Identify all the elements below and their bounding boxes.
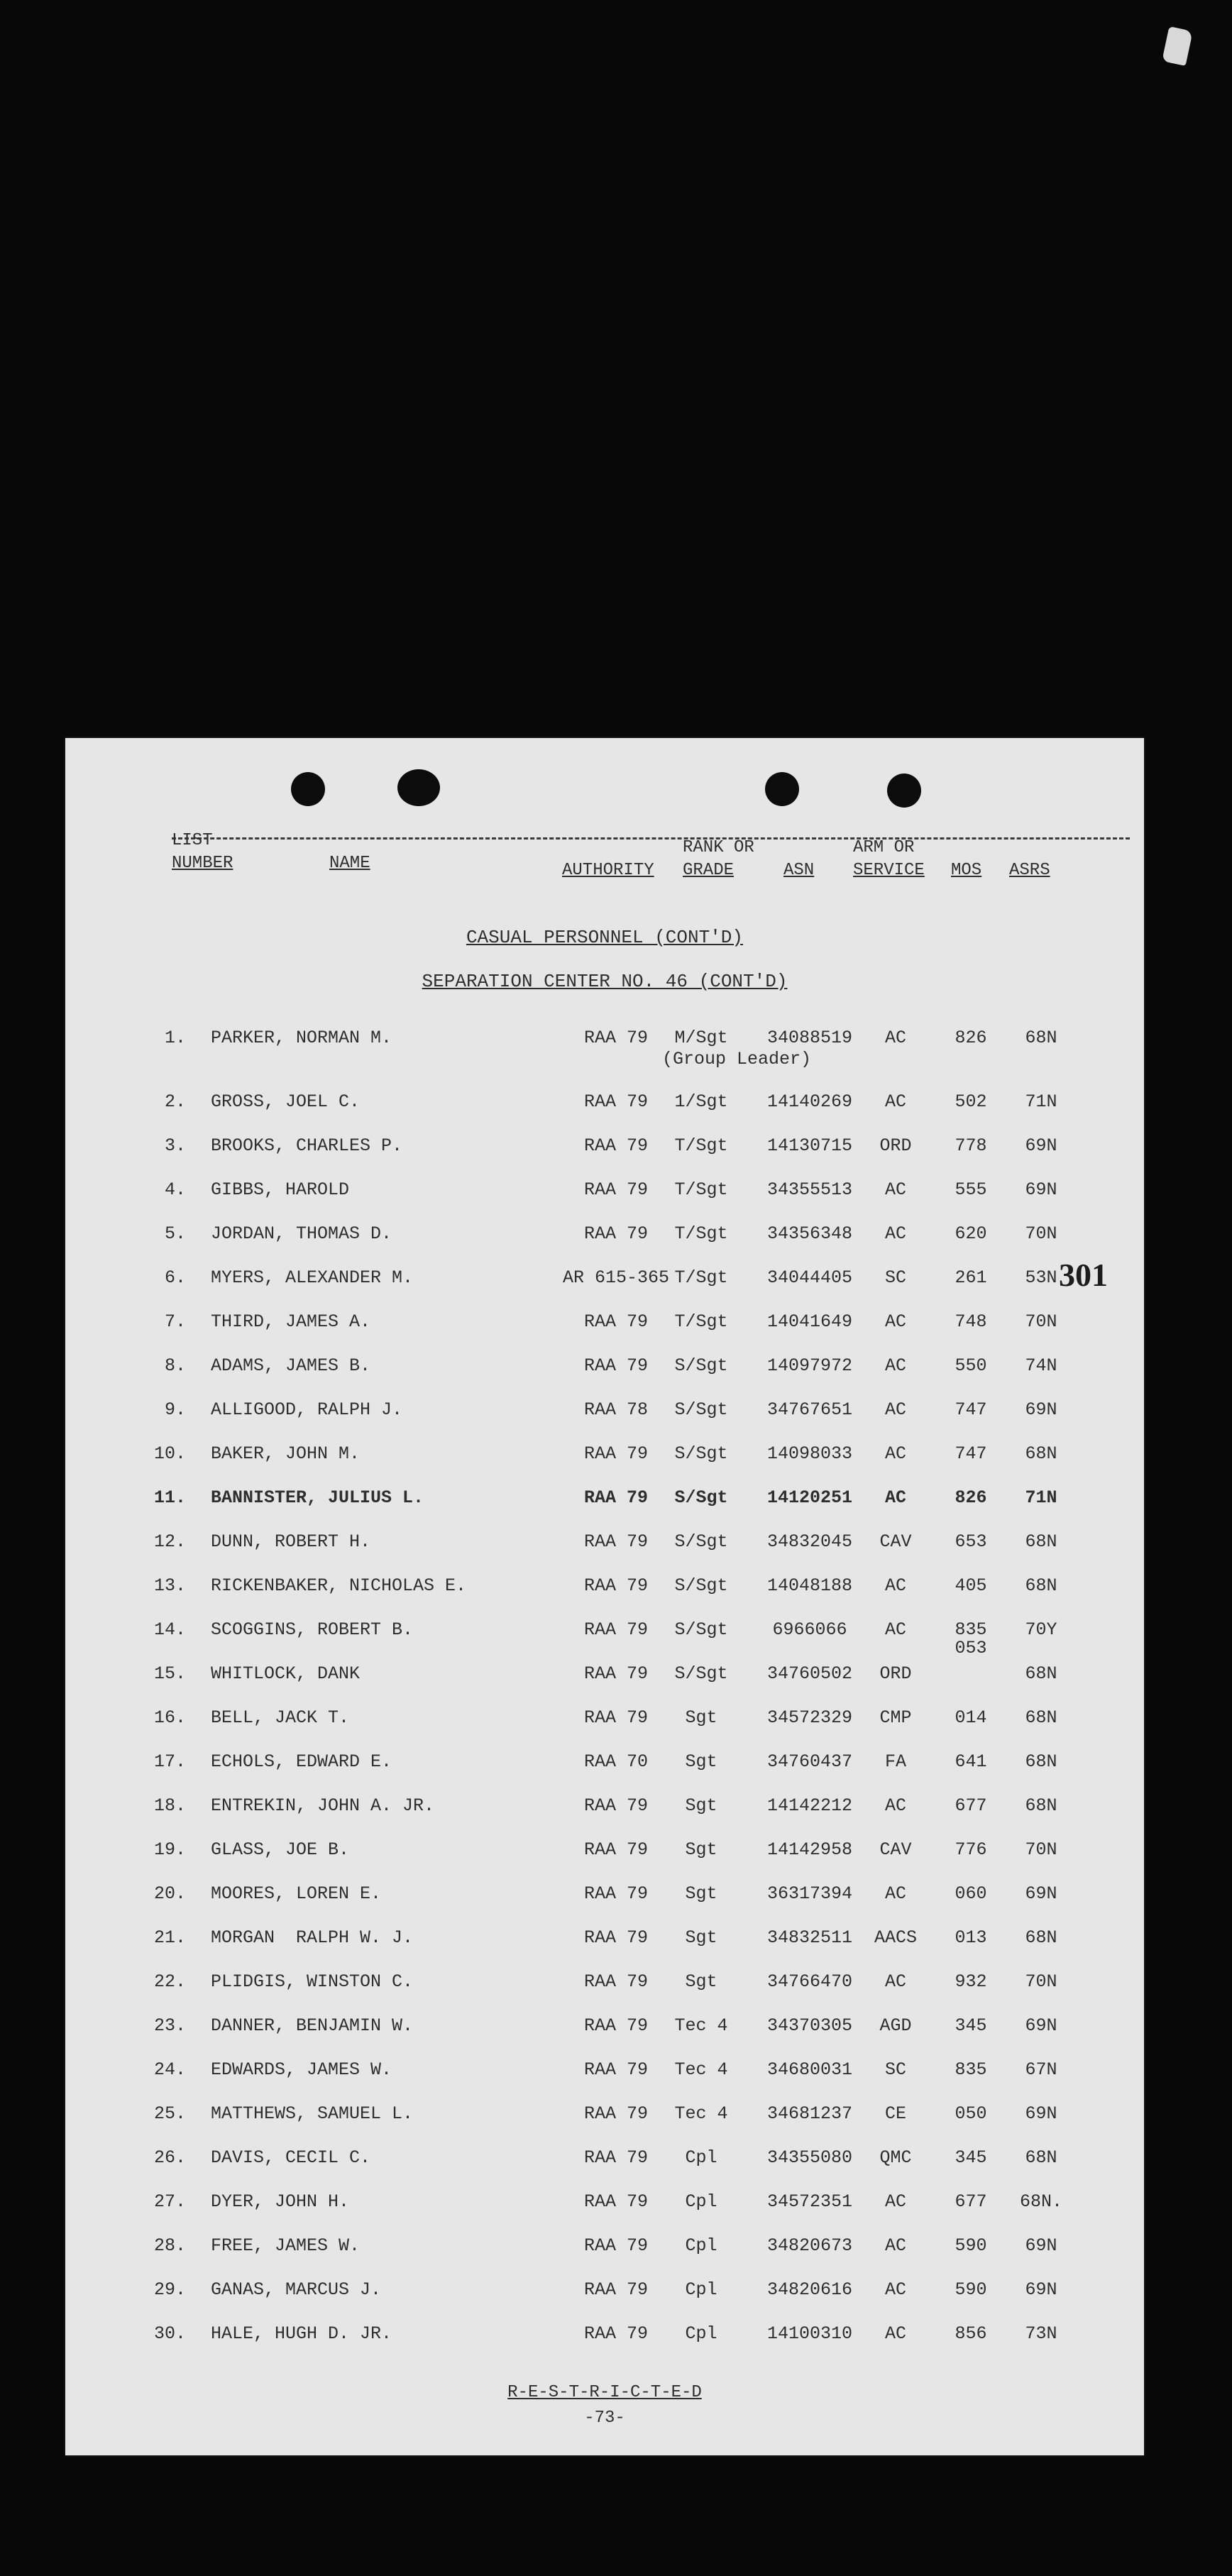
row-rank: T/Sgt	[674, 1311, 728, 1332]
row-arm: CAV	[879, 1839, 912, 1860]
row-arm: AC	[884, 1311, 906, 1332]
row-number: 16.	[153, 1707, 186, 1728]
row-name: MOORES, LOREN E.	[211, 1883, 382, 1904]
personnel-row	[65, 1663, 1144, 1707]
row-name: MYERS, ALEXANDER M.	[211, 1267, 414, 1288]
row-mos: 653	[955, 1531, 987, 1552]
row-name: BELL, JACK T.	[211, 1707, 350, 1728]
row-asn: 14130715	[766, 1135, 853, 1156]
personnel-row	[65, 2059, 1144, 2103]
row-authority: RAA 79	[583, 1971, 648, 1992]
row-number: 9.	[164, 1399, 186, 1420]
row-asn: 34766470	[766, 1971, 853, 1992]
row-authority: RAA 70	[583, 1751, 648, 1772]
row-authority: RAA 79	[583, 1091, 648, 1112]
row-arm: AC	[884, 2191, 906, 2212]
row-authority: RAA 79	[583, 1028, 648, 1048]
row-number: 29.	[153, 2279, 186, 2300]
row-name: JORDAN, THOMAS D.	[211, 1223, 392, 1244]
row-number: 17.	[153, 1751, 186, 1772]
personnel-row	[65, 1311, 1144, 1355]
row-asrs: 73N	[1025, 2323, 1057, 2344]
row-authority: RAA 79	[583, 2323, 648, 2344]
row-mos: 014	[955, 1707, 987, 1728]
personnel-row	[65, 1267, 1144, 1311]
row-asrs: 69N	[1025, 1399, 1057, 1420]
row-asrs: 68N	[1025, 1663, 1057, 1684]
row-name: ECHOLS, EDWARD E.	[211, 1751, 392, 1772]
row-arm: AC	[884, 1399, 906, 1420]
row-authority: RAA 79	[583, 1311, 648, 1332]
personnel-row	[65, 1927, 1144, 1971]
personnel-row	[65, 1795, 1144, 1839]
row-rank: S/Sgt	[674, 1619, 728, 1640]
header-rank-line2: GRADE	[683, 861, 735, 880]
row-asrs: 70N	[1025, 1311, 1057, 1332]
row-mos: 677	[955, 1795, 987, 1816]
row-mos: 345	[955, 2147, 987, 2168]
row-name: DANNER, BENJAMIN W.	[211, 2015, 414, 2036]
row-number: 12.	[153, 1531, 186, 1552]
row-asrs: 71N	[1025, 1487, 1057, 1508]
row-asrs: 68N	[1025, 1531, 1057, 1552]
row-name: THIRD, JAMES A.	[211, 1311, 371, 1332]
row-number: 13.	[153, 1575, 186, 1596]
personnel-row	[65, 1487, 1144, 1531]
row-asn: 36317394	[766, 1883, 853, 1904]
row-authority: RAA 79	[583, 1839, 648, 1860]
row-number: 18.	[153, 1795, 186, 1816]
row-name: MATTHEWS, SAMUEL L.	[211, 2103, 414, 2124]
row-number: 14.	[153, 1619, 186, 1640]
punch-hole	[765, 772, 799, 806]
row-rank: S/Sgt	[674, 1663, 728, 1684]
row-rank: Sgt	[685, 1839, 717, 1860]
row-mos: 050	[955, 2103, 987, 2124]
row-authority: RAA 79	[583, 1223, 648, 1244]
row-asrs: 70N	[1025, 1971, 1057, 1992]
row-rank: Sgt	[685, 1707, 717, 1728]
personnel-row	[65, 1179, 1144, 1223]
row-authority: RAA 79	[583, 2235, 648, 2256]
row-name: ALLIGOOD, RALPH J.	[211, 1399, 403, 1420]
personnel-row	[65, 1707, 1144, 1751]
row-asn: 34370305	[766, 2015, 853, 2036]
row-authority: RAA 79	[583, 1927, 648, 1948]
row-asn: 14100310	[766, 2323, 853, 2344]
row-mos: 747	[955, 1443, 987, 1464]
row-name: WHITLOCK, DANK	[211, 1663, 361, 1684]
row-asrs: 70N	[1025, 1223, 1057, 1244]
row-number: 25.	[153, 2103, 186, 2124]
row-authority: RAA 79	[583, 1619, 648, 1640]
row-asn: 34832511	[766, 1927, 853, 1948]
header-number: NUMBER	[172, 854, 233, 873]
row-authority: RAA 79	[583, 1135, 648, 1156]
row-arm: AC	[884, 1883, 906, 1904]
row-rank: S/Sgt	[674, 1355, 728, 1376]
row-number: 5.	[164, 1223, 186, 1244]
row-authority: RAA 79	[583, 2279, 648, 2300]
row-rank: T/Sgt	[674, 1135, 728, 1156]
row-asn: 14142212	[766, 1795, 853, 1816]
row-name: GROSS, JOEL C.	[211, 1091, 361, 1112]
row-name: BROOKS, CHARLES P.	[211, 1135, 403, 1156]
row-arm: CE	[884, 2103, 906, 2124]
document-page	[65, 738, 1144, 2455]
row-rank: Sgt	[685, 1883, 717, 1904]
row-number: 4.	[164, 1179, 186, 1200]
row-arm: QMC	[879, 2147, 912, 2168]
row-name: HALE, HUGH D. JR.	[211, 2323, 392, 2344]
row-number: 1.	[164, 1028, 186, 1048]
row-number: 23.	[153, 2015, 186, 2036]
row-asn: 14120251	[766, 1487, 853, 1508]
punch-hole	[887, 774, 921, 808]
row-asrs: 68N	[1025, 1707, 1057, 1728]
row-number: 6.	[164, 1267, 186, 1288]
row-arm: AC	[884, 1971, 906, 1992]
row-rank: Cpl	[685, 2323, 717, 2344]
row-asrs: 70Y	[1025, 1619, 1057, 1640]
punch-hole	[291, 772, 325, 806]
header-arm-line1: ARM OR	[853, 838, 915, 857]
row-rank: T/Sgt	[674, 1179, 728, 1200]
row-asn: 34767651	[766, 1399, 853, 1420]
row-rank: Sgt	[685, 1795, 717, 1816]
row-name: GLASS, JOE B.	[211, 1839, 350, 1860]
page-stamp-number: 301	[1059, 1257, 1108, 1293]
row-name: GIBBS, HAROLD	[211, 1179, 350, 1200]
row-authority: RAA 79	[583, 2191, 648, 2212]
row-authority: RAA 79	[583, 2147, 648, 2168]
personnel-row	[65, 1619, 1144, 1663]
header-dash-line	[172, 837, 1130, 840]
corner-mark	[1162, 26, 1193, 66]
row-asn: 34572329	[766, 1707, 853, 1728]
row-asn: 34760437	[766, 1751, 853, 1772]
row-mos: 826	[955, 1028, 987, 1048]
row-asrs: 68N	[1025, 1751, 1057, 1772]
personnel-row	[65, 1223, 1144, 1267]
row-rank: M/Sgt	[674, 1028, 728, 1048]
row-rank: S/Sgt	[674, 1443, 728, 1464]
row-mos: 405	[955, 1575, 987, 1596]
row-arm: AC	[884, 1223, 906, 1244]
personnel-row	[65, 1839, 1144, 1883]
row-mos: 856	[955, 2323, 987, 2344]
row-arm: ORD	[879, 1135, 912, 1156]
row-number: 24.	[153, 2059, 186, 2080]
row-asrs: 68N	[1025, 1927, 1057, 1948]
personnel-row	[65, 1443, 1144, 1487]
row-name: DUNN, ROBERT H.	[211, 1531, 371, 1552]
row-asn: 6966066	[772, 1619, 847, 1640]
row-mos: 590	[955, 2279, 987, 2300]
row-asn: 14142958	[766, 1839, 853, 1860]
personnel-row	[65, 2323, 1144, 2367]
row-asrs: 53N	[1025, 1267, 1057, 1288]
row-arm: ORD	[879, 1663, 912, 1684]
section-title-separation-center: SEPARATION CENTER NO. 46 (CONT'D)	[422, 971, 788, 992]
row-authority: RAA 79	[583, 1663, 648, 1684]
header-asrs: ASRS	[1009, 861, 1050, 880]
row-authority: RAA 79	[583, 1575, 648, 1596]
row-number: 21.	[153, 1927, 186, 1948]
row-name: GANAS, MARCUS J.	[211, 2279, 382, 2300]
row-asrs: 69N	[1025, 2015, 1057, 2036]
row-authority: RAA 79	[583, 2059, 648, 2080]
row-arm: FA	[884, 1751, 906, 1772]
row-rank: Cpl	[685, 2147, 717, 2168]
row-authority: RAA 79	[583, 1179, 648, 1200]
row-arm: CMP	[879, 1707, 912, 1728]
row-arm: AC	[884, 2235, 906, 2256]
row-asrs: 68N	[1025, 1443, 1057, 1464]
row-asn: 14048188	[766, 1575, 853, 1596]
row-asn: 34355080	[766, 2147, 853, 2168]
row-number: 3.	[164, 1135, 186, 1156]
row-name: BANNISTER, JULIUS L.	[211, 1487, 424, 1508]
row-number: 15.	[153, 1663, 186, 1684]
row-asn: 34680031	[766, 2059, 853, 2080]
row-arm: AC	[884, 1575, 906, 1596]
row-name: DAVIS, CECIL C.	[211, 2147, 371, 2168]
row-asrs: 69N	[1025, 2103, 1057, 2124]
row-asrs: 68N	[1025, 2147, 1057, 2168]
row-asn: 34820616	[766, 2279, 853, 2300]
row-mos: 826	[955, 1487, 987, 1508]
row-mos: 835	[955, 2059, 987, 2080]
header-name: NAME	[329, 854, 370, 873]
row-number: 10.	[153, 1443, 186, 1464]
personnel-row	[65, 1971, 1144, 2015]
header-rank-line1: RANK OR	[683, 838, 754, 857]
row-asrs: 69N	[1025, 1883, 1057, 1904]
row-note: (Group Leader)	[661, 1049, 812, 1069]
row-authority: RAA 79	[583, 1443, 648, 1464]
row-asrs: 71N	[1025, 1091, 1057, 1112]
row-asrs: 68N	[1025, 1795, 1057, 1816]
row-name: PARKER, NORMAN M.	[211, 1028, 392, 1048]
row-authority: AR 615-365	[562, 1267, 670, 1288]
row-mos: 590	[955, 2235, 987, 2256]
row-number: 22.	[153, 1971, 186, 1992]
row-arm: AGD	[879, 2015, 912, 2036]
footer-restricted: R-E-S-T-R-I-C-T-E-D	[507, 2383, 702, 2402]
row-asn: 34820673	[766, 2235, 853, 2256]
row-rank: Tec 4	[674, 2059, 728, 2080]
personnel-row	[65, 1883, 1144, 1927]
row-asn: 14140269	[766, 1091, 853, 1112]
row-asrs: 69N	[1025, 1179, 1057, 1200]
row-name: RICKENBAKER, NICHOLAS E.	[211, 1575, 467, 1596]
row-rank: 1/Sgt	[674, 1091, 728, 1112]
personnel-row	[65, 2015, 1144, 2059]
row-number: 19.	[153, 1839, 186, 1860]
row-rank: Cpl	[685, 2191, 717, 2212]
row-number: 20.	[153, 1883, 186, 1904]
row-asrs: 67N	[1025, 2059, 1057, 2080]
punch-hole	[397, 769, 440, 806]
row-asrs: 74N	[1025, 1355, 1057, 1376]
row-arm: AC	[884, 2323, 906, 2344]
header-arm-line2: SERVICE	[853, 861, 925, 880]
row-name: FREE, JAMES W.	[211, 2235, 361, 2256]
row-asrs: 70N	[1025, 1839, 1057, 1860]
row-rank: S/Sgt	[674, 1575, 728, 1596]
row-asrs: 69N	[1025, 2279, 1057, 2300]
row-mos: 261	[955, 1267, 987, 1288]
row-number: 30.	[153, 2323, 186, 2344]
row-arm: AC	[884, 1443, 906, 1464]
row-authority: RAA 79	[583, 2015, 648, 2036]
personnel-row	[65, 1355, 1144, 1399]
row-mos: 932	[955, 1971, 987, 1992]
personnel-row	[65, 1028, 1144, 1072]
row-mos: 778	[955, 1135, 987, 1156]
row-mos: 502	[955, 1091, 987, 1112]
personnel-row	[65, 1531, 1144, 1575]
row-extra-code: 053	[955, 1638, 987, 1658]
row-rank: S/Sgt	[674, 1399, 728, 1420]
row-rank: T/Sgt	[674, 1223, 728, 1244]
row-rank: Sgt	[685, 1927, 717, 1948]
row-rank: Sgt	[685, 1751, 717, 1772]
row-arm: AC	[884, 1091, 906, 1112]
row-arm: SC	[884, 2059, 906, 2080]
row-name: BAKER, JOHN M.	[211, 1443, 361, 1464]
personnel-row	[65, 1575, 1144, 1619]
row-mos: 555	[955, 1179, 987, 1200]
row-rank: Sgt	[685, 1971, 717, 1992]
row-asrs: 68N	[1025, 1575, 1057, 1596]
row-number: 28.	[153, 2235, 186, 2256]
row-rank: Cpl	[685, 2235, 717, 2256]
personnel-row	[65, 2235, 1144, 2279]
header-authority: AUTHORITY	[562, 861, 654, 880]
row-rank: Cpl	[685, 2279, 717, 2300]
row-mos: 550	[955, 1355, 987, 1376]
row-authority: RAA 79	[583, 1707, 648, 1728]
row-asrs: 68N	[1025, 1028, 1057, 1048]
row-arm: AC	[884, 1795, 906, 1816]
personnel-row	[65, 2191, 1144, 2235]
row-asn: 34572351	[766, 2191, 853, 2212]
row-asn: 34088519	[766, 1028, 853, 1048]
row-asn: 34044405	[766, 1267, 853, 1288]
row-authority: RAA 79	[583, 1795, 648, 1816]
header-asn: ASN	[783, 861, 815, 880]
row-arm: AC	[884, 2279, 906, 2300]
row-number: 27.	[153, 2191, 186, 2212]
personnel-row	[65, 2103, 1144, 2147]
row-mos: 620	[955, 1223, 987, 1244]
row-number: 8.	[164, 1355, 186, 1376]
row-rank: T/Sgt	[674, 1267, 728, 1288]
row-authority: RAA 79	[583, 2103, 648, 2124]
row-arm: AC	[884, 1619, 906, 1640]
row-name: SCOGGINS, ROBERT B.	[211, 1619, 414, 1640]
row-asn: 34355513	[766, 1179, 853, 1200]
row-number: 26.	[153, 2147, 186, 2168]
row-name: PLIDGIS, WINSTON C.	[211, 1971, 414, 1992]
row-rank: S/Sgt	[674, 1487, 728, 1508]
personnel-row	[65, 2147, 1144, 2191]
row-arm: AC	[884, 1355, 906, 1376]
footer-page-number: -73-	[584, 2409, 625, 2428]
personnel-row	[65, 2279, 1144, 2323]
row-mos: 748	[955, 1311, 987, 1332]
header-mos: MOS	[951, 861, 982, 880]
row-asn: 34681237	[766, 2103, 853, 2124]
section-title-casual-personnel: CASUAL PERSONNEL (CONT'D)	[466, 927, 744, 948]
row-asrs: 68N.	[1019, 2191, 1062, 2212]
row-arm: AC	[884, 1179, 906, 1200]
header-list: LIST	[172, 831, 213, 850]
row-mos: 776	[955, 1839, 987, 1860]
row-name: ENTREKIN, JOHN A. JR.	[211, 1795, 435, 1816]
personnel-row	[65, 1135, 1144, 1179]
row-arm: AACS	[874, 1927, 917, 1948]
row-rank: Tec 4	[674, 2015, 728, 2036]
row-authority: RAA 79	[583, 1355, 648, 1376]
row-arm: CAV	[879, 1531, 912, 1552]
row-arm: AC	[884, 1028, 906, 1048]
row-asn: 34356348	[766, 1223, 853, 1244]
row-name: MORGAN RALPH W. J.	[211, 1927, 414, 1948]
row-mos: 677	[955, 2191, 987, 2212]
row-mos: 747	[955, 1399, 987, 1420]
row-authority: RAA 79	[583, 1531, 648, 1552]
row-asn: 14041649	[766, 1311, 853, 1332]
row-number: 11.	[153, 1487, 186, 1508]
personnel-row	[65, 1091, 1144, 1135]
row-arm: AC	[884, 1487, 906, 1508]
row-asn: 34832045	[766, 1531, 853, 1552]
row-asn: 14098033	[766, 1443, 853, 1464]
row-asn: 34760502	[766, 1663, 853, 1684]
row-rank: Tec 4	[674, 2103, 728, 2124]
row-arm: SC	[884, 1267, 906, 1288]
row-authority: RAA 79	[583, 1487, 648, 1508]
row-rank: S/Sgt	[674, 1531, 728, 1552]
row-name: DYER, JOHN H.	[211, 2191, 350, 2212]
row-authority: RAA 78	[583, 1399, 648, 1420]
row-asrs: 69N	[1025, 1135, 1057, 1156]
row-name: EDWARDS, JAMES W.	[211, 2059, 392, 2080]
row-mos: 060	[955, 1883, 987, 1904]
row-mos: 013	[955, 1927, 987, 1948]
row-asrs: 69N	[1025, 2235, 1057, 2256]
row-name: ADAMS, JAMES B.	[211, 1355, 371, 1376]
row-number: 7.	[164, 1311, 186, 1332]
row-number: 2.	[164, 1091, 186, 1112]
row-mos: 641	[955, 1751, 987, 1772]
row-authority: RAA 79	[583, 1883, 648, 1904]
row-mos: 835	[955, 1619, 987, 1640]
personnel-row	[65, 1751, 1144, 1795]
row-asn: 14097972	[766, 1355, 853, 1376]
row-mos: 345	[955, 2015, 987, 2036]
personnel-row	[65, 1399, 1144, 1443]
